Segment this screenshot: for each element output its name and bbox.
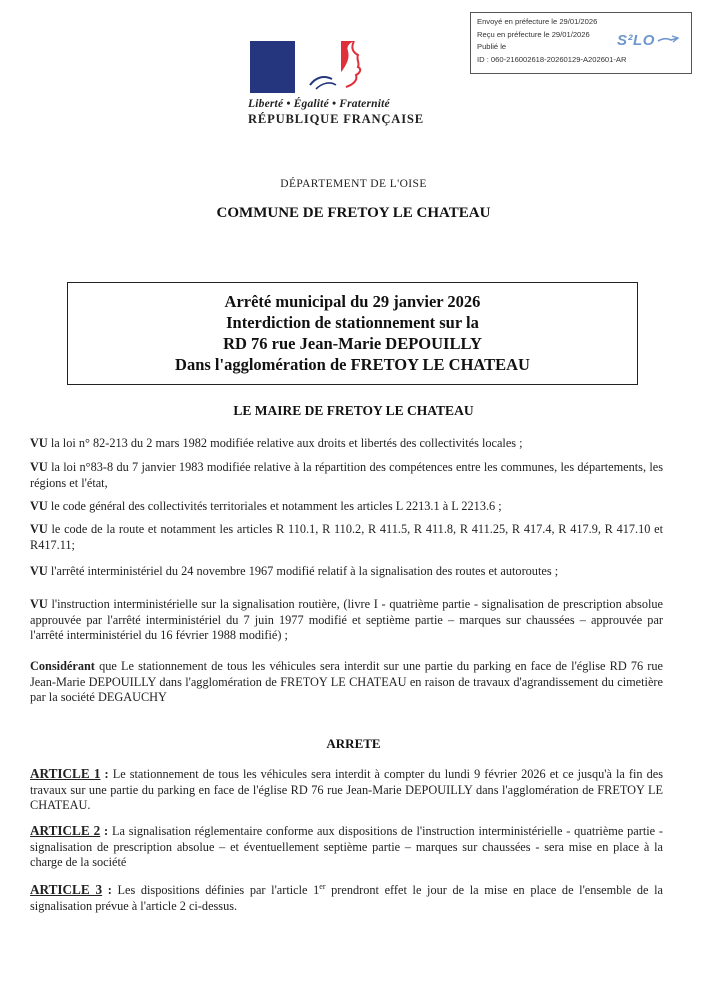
title-line-3: RD 76 rue Jean-Marie DEPOUILLY bbox=[223, 334, 482, 353]
arrete-title-box bbox=[67, 282, 638, 385]
article-1-text: Le stationnement de tous les véhicules sera interdit à compter du lundi 9 février 2026 et ce jusqu'à la fin des travaux sur une partie du parking en face de l'église RD 76 rue Jean-Marie DEPOUILLY dans l'agglomération de FRETOY LE CHATEAU. bbox=[30, 767, 663, 812]
marianne-flag bbox=[250, 41, 386, 93]
vu-keyword: VU bbox=[30, 436, 48, 450]
vu-paragraph-6 bbox=[30, 597, 663, 644]
vu-paragraph-1 bbox=[30, 436, 663, 452]
article-2-text: La signalisation réglementaire conforme aux dispositions de l'instruction interministérielle - quatrième partie - signalisation de prescription absolue – et éventuellement septième partie – marques sur chaussées - sera mise en place à la charge de la société bbox=[30, 824, 663, 869]
prefecture-stamp bbox=[470, 12, 692, 74]
considerant-keyword: Considérant bbox=[30, 659, 95, 673]
vu-text: l'instruction interministérielle sur la signalisation routière, (livre I - quatrième partie - signalisation de prescription absolue approuvée par l'arrêté interministériel du 7 juin 1977 modifié et septième partie – marques sur chaussées – approuvée par l'arrêté interministériel du 16 février 1988 modifié) ; bbox=[30, 597, 663, 642]
vu-text: la loi n°83-8 du 7 janvier 1983 modifiée relative à la répartition des compétences entre les communes, les départements, les régions et l'état, bbox=[30, 460, 664, 490]
article-3-label: ARTICLE 3 bbox=[30, 882, 103, 897]
considerant-text: que Le stationnement de tous les véhicules sera interdit sur une partie du parking en face de l'église RD 76 rue Jean-Marie DEPOUILLY dans l'agglomération de FRETOY LE CHATEAU en raison de travaux d'agrandissement du cimetière par la société DEGAUCHY bbox=[30, 659, 664, 704]
arrow-icon bbox=[657, 35, 679, 45]
article-2-label: ARTICLE 2 bbox=[30, 823, 101, 838]
article-2: ARTICLE 2 : La signalisation réglementaire conforme aux dispositions de l'instruction interministérielle - quatrième partie - signalisation de prescription absolue – et éventuellement septième partie – marques sur chaussées - sera mise en place à la charge de la société bbox=[30, 823, 663, 869]
mayor-heading: LE MAIRE DE FRETOY LE CHATEAU bbox=[233, 403, 474, 418]
republique-francaise-label: RÉPUBLIQUE FRANÇAISE bbox=[248, 112, 424, 126]
vu-text: le code général des collectivités territoriales et notamment les articles L 2213.1 à L 2213.6 ; bbox=[50, 499, 502, 513]
article-3: ARTICLE 3 : Les dispositions définies par l'article 1er prendront effet le jour de la mise en place de l'ensemble de la signalisation prévue à l'article 2 ci-dessus. bbox=[30, 881, 663, 913]
vu-paragraph-4 bbox=[30, 522, 663, 553]
vu-paragraph-2 bbox=[30, 460, 663, 491]
s2low-logo bbox=[617, 32, 679, 50]
national-motto: Liberté • Égalité • Fraternité bbox=[248, 98, 390, 110]
article-3-text-post: prendront effet le jour de la mise en place de l'ensemble de la signalisation prévue à l'article 2 ci-dessus. bbox=[30, 883, 663, 913]
vu-text: l'arrêté interministériel du 24 novembre 1967 modifié relatif à la signalisation des routes et autoroutes ; bbox=[50, 564, 559, 578]
article-1: ARTICLE 1 : Le stationnement de tous les véhicules sera interdit à compter du lundi 9 février 2026 et ce jusqu'à la fin des travaux sur une partie du parking en face de l'église RD 76 rue Jean-Marie DEPOUILLY dans l'agglomération de FRETOY LE CHATEAU. bbox=[30, 766, 663, 812]
vu-keyword: VU bbox=[30, 564, 48, 578]
vu-text: la loi n° 82-213 du 2 mars 1982 modifiée relative aux droits et libertés des collectivités locales ; bbox=[50, 436, 523, 450]
vu-paragraph-5 bbox=[30, 564, 663, 580]
considerant-paragraph bbox=[30, 659, 663, 706]
title-line-1: Arrêté municipal du 29 janvier 2026 bbox=[224, 292, 481, 311]
stamp-sent-date: Envoyé en préfecture le 29/01/2026 bbox=[477, 17, 598, 26]
department-label: DÉPARTEMENT DE L'OISE bbox=[280, 178, 427, 190]
vu-text: le code de la route et notamment les articles R 110.1, R 110.2, R 411.5, R 411.8, R 411.25, R 417.4, R 417.9, R 417.10 et R417.11; bbox=[30, 522, 663, 552]
marianne-icon bbox=[250, 41, 386, 93]
stamp-published: Publié le bbox=[477, 42, 507, 51]
arrete-heading: ARRETE bbox=[326, 736, 381, 751]
article-3-superscript: er bbox=[319, 881, 326, 891]
article-3-text-pre: Les dispositions définies par l'article 1 bbox=[117, 883, 320, 897]
vu-keyword: VU bbox=[30, 499, 48, 513]
title-line-2: Interdiction de stationnement sur la bbox=[226, 313, 479, 332]
s2low-logo-text: S²LO bbox=[617, 32, 655, 49]
vu-keyword: VU bbox=[30, 522, 48, 536]
title-line-4: Dans l'agglomération de FRETOY LE CHATEAU bbox=[175, 355, 530, 374]
commune-title: COMMUNE DE FRETOY LE CHATEAU bbox=[216, 205, 491, 221]
stamp-id: ID : 060-216002618-20260129-A202601-AR bbox=[477, 54, 627, 64]
vu-keyword: VU bbox=[30, 460, 48, 474]
vu-keyword: VU bbox=[30, 597, 48, 611]
stamp-received-date: Reçu en préfecture le 29/01/2026 bbox=[477, 29, 590, 39]
article-1-label: ARTICLE 1 bbox=[30, 766, 101, 781]
republique-francaise-logo bbox=[248, 41, 444, 127]
vu-paragraph-3 bbox=[30, 499, 663, 515]
